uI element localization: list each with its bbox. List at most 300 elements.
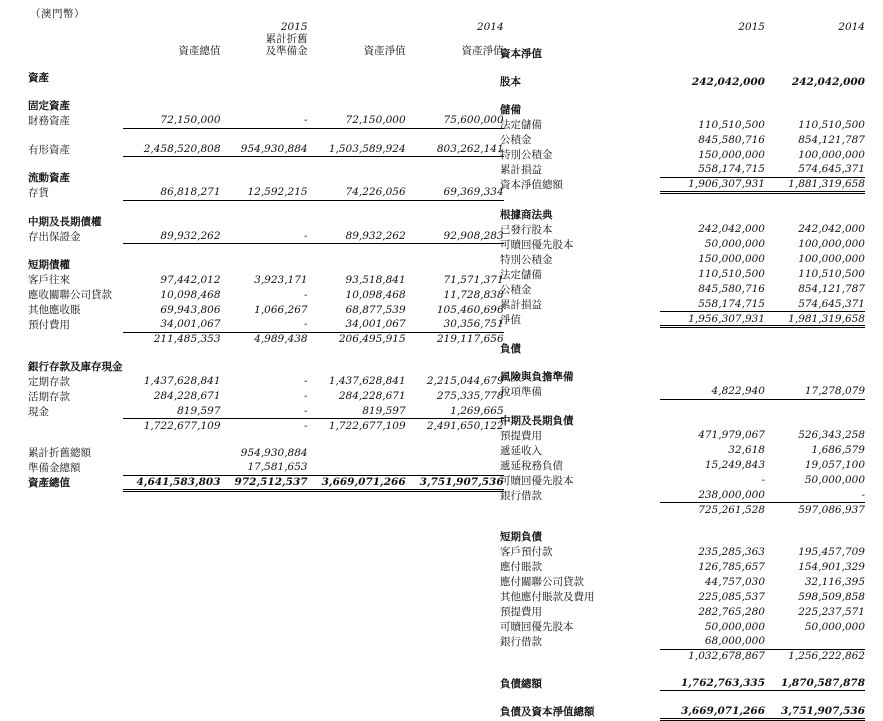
row-value: 225,085,537	[698, 590, 765, 603]
row-value: 574,645,371	[765, 162, 865, 177]
row-value: 50,000,000	[804, 620, 865, 633]
row-label: 負債總額	[500, 677, 542, 690]
row-label: 公積金	[500, 134, 532, 146]
row-value: 2,458,520,808	[123, 142, 221, 157]
row-label: 股本	[500, 76, 521, 88]
row-value: 71,571,371	[443, 273, 504, 286]
row-value: 1,722,677,109	[328, 419, 406, 432]
section-spacer	[28, 57, 504, 70]
row-value: 242,042,000	[791, 75, 865, 88]
row-label: 特別公積金	[500, 149, 553, 161]
section-spacer	[28, 200, 504, 214]
row-label: 應收關聯公司貸款	[28, 289, 112, 302]
table-row	[500, 649, 865, 663]
section-spacer	[500, 192, 865, 207]
row-value: 68,877,539	[345, 303, 406, 316]
spacer-cell	[123, 257, 221, 272]
section-title-row	[500, 46, 865, 61]
row-value: 50,000,000	[804, 474, 865, 486]
spacer-cell	[660, 46, 765, 61]
row-value: 1,881,319,658	[765, 177, 865, 192]
section-title: 中期及長期負債	[500, 414, 574, 427]
row-value: 32,618	[728, 444, 765, 456]
spacer-cell	[308, 20, 406, 33]
row-value: 284,228,671	[338, 390, 406, 403]
row-value: 154,901,329	[798, 560, 865, 573]
row-value	[308, 460, 406, 475]
row-value: 854,121,787	[798, 283, 865, 295]
row-value: 1,870,587,878	[765, 676, 865, 691]
row-label: 應付賬款	[500, 561, 542, 573]
row-label: 特別公積金	[500, 253, 553, 266]
table-row	[500, 222, 865, 237]
row-value: 819,597	[123, 404, 221, 419]
table-row	[500, 162, 865, 177]
table-row	[28, 475, 504, 490]
row-value: 105,460,696	[436, 303, 504, 316]
table-row	[500, 458, 865, 473]
section-spacer	[500, 399, 865, 413]
row-value: 89,932,262	[308, 229, 406, 244]
section-title: 資本淨值	[500, 48, 542, 60]
header-col-accum-depreciation	[221, 33, 308, 57]
row-value: 954,930,884	[240, 446, 308, 459]
table-row	[28, 419, 504, 433]
row-value: 211,485,353	[153, 333, 221, 346]
table-row	[500, 604, 865, 619]
spacer-cell	[500, 20, 660, 33]
row-value: 1,906,307,931	[660, 177, 765, 192]
table-row	[500, 676, 865, 691]
section-title: 固定資產	[28, 100, 70, 113]
section-title: 短期負債	[500, 531, 542, 543]
row-value: -	[765, 488, 865, 503]
row-label: 資產總值	[28, 477, 70, 490]
row-value: 972,512,537	[221, 475, 308, 490]
row-label: 法定儲備	[500, 268, 542, 281]
row-label: 其他應收賬	[28, 304, 81, 317]
row-value: 3,923,171	[254, 273, 308, 286]
row-value: 3,751,907,536	[406, 475, 504, 490]
row-label: 累計損益	[500, 298, 542, 311]
spacer-cell	[308, 70, 406, 85]
row-value: 72,150,000	[123, 113, 221, 128]
row-label	[500, 649, 660, 663]
row-value: 598,509,858	[798, 590, 865, 603]
row-value: 34,001,067	[308, 317, 406, 332]
row-label: 法定儲備	[500, 119, 542, 131]
section-title-row	[500, 102, 865, 117]
row-value: 819,597	[308, 404, 406, 419]
spacer-cell	[123, 98, 221, 113]
table-row	[500, 74, 865, 89]
table-row	[28, 272, 504, 287]
row-label: 累計損益	[500, 164, 542, 176]
row-value: 68,000,000	[660, 634, 765, 649]
row-label: 已發行股本	[500, 223, 553, 236]
spacer-cell	[123, 20, 221, 33]
section-title: 流動資產	[28, 172, 70, 185]
row-value: -	[221, 317, 308, 332]
table-row	[28, 389, 504, 404]
row-value: 10,098,468	[160, 288, 221, 301]
table-row	[28, 332, 504, 346]
table-row	[28, 113, 504, 128]
section-spacer	[500, 327, 865, 342]
spacer-cell	[221, 170, 308, 185]
row-value: -	[221, 404, 308, 419]
row-value: 89,932,262	[123, 229, 221, 244]
row-value: 50,000,000	[704, 238, 765, 250]
row-value: 32,116,395	[804, 575, 865, 588]
section-spacer	[28, 346, 504, 359]
row-label: 存貨	[28, 187, 49, 200]
section-spacer	[500, 33, 865, 46]
assets-table	[28, 20, 504, 492]
row-label: 財務資產	[28, 115, 70, 128]
header-year-2015: 2015	[280, 21, 308, 33]
section-title: 銀行存款及庫存現金	[28, 360, 123, 373]
spacer-cell	[765, 413, 865, 428]
row-value: 1,066,267	[254, 303, 308, 316]
table-row	[500, 147, 865, 162]
row-value: 803,262,141	[406, 142, 504, 157]
table-row	[28, 287, 504, 302]
section-title-row	[500, 341, 865, 356]
row-value: 86,818,271	[123, 185, 221, 200]
row-label: 活期存款	[28, 390, 70, 403]
spacer-cell	[660, 341, 765, 356]
table-row	[500, 312, 865, 327]
section-title-row	[28, 170, 504, 185]
row-value: 126,785,657	[698, 560, 765, 573]
row-value	[406, 445, 504, 460]
liabilities-table-container	[500, 20, 870, 721]
row-value	[123, 445, 221, 460]
section-spacer	[500, 691, 865, 705]
row-value: 242,042,000	[698, 223, 765, 235]
row-value: 195,457,709	[798, 545, 865, 558]
section-title-row	[28, 214, 504, 229]
section-title-row	[500, 529, 865, 544]
header-year-2014: 2014	[476, 21, 504, 33]
spacer-cell	[765, 102, 865, 117]
section-title: 負債	[500, 343, 521, 355]
table-row	[28, 445, 504, 460]
row-value: -	[221, 229, 308, 244]
row-value: 50,000,000	[704, 620, 765, 633]
row-value: 11,728,838	[443, 288, 504, 301]
row-value: 110,510,500	[698, 118, 765, 131]
spacer-cell	[406, 257, 504, 272]
table-row	[28, 229, 504, 244]
row-value: 1,686,579	[811, 444, 865, 456]
row-value: 1,981,319,658	[765, 312, 865, 327]
row-value: -	[221, 113, 308, 128]
row-label: 預付費用	[28, 319, 70, 332]
row-value: 69,369,334	[406, 185, 504, 200]
section-title-row	[500, 369, 865, 384]
row-label: 客戶往來	[28, 274, 70, 287]
row-value: -	[304, 288, 308, 301]
spacer-cell	[221, 70, 308, 85]
header-year-2014-right: 2014	[838, 21, 865, 33]
row-label: 資本淨值總額	[500, 179, 563, 191]
spacer-cell	[406, 98, 504, 113]
spacer-cell	[660, 102, 765, 117]
row-value: -	[304, 390, 308, 403]
row-value: 110,510,500	[798, 268, 865, 280]
table-row	[500, 544, 865, 559]
row-value: 75,600,000	[406, 113, 504, 128]
row-label: 淨值	[500, 313, 521, 326]
row-value: 100,000,000	[798, 253, 865, 265]
row-value: 1,956,307,931	[660, 312, 765, 327]
table-row	[500, 428, 865, 443]
row-value: 1,762,763,335	[660, 676, 765, 691]
spacer-cell	[660, 207, 765, 222]
spacer-cell	[308, 359, 406, 374]
assets-table-body	[28, 20, 504, 490]
currency-note: （澳門幣）	[30, 8, 85, 20]
row-value: 100,000,000	[798, 148, 865, 161]
row-value: 17,581,653	[221, 460, 308, 475]
row-value: 558,174,715	[660, 297, 765, 312]
spacer-cell	[123, 359, 221, 374]
row-value: 845,580,716	[698, 283, 765, 295]
row-value: 1,503,589,924	[308, 142, 406, 157]
table-row	[500, 704, 865, 719]
table-row	[28, 185, 504, 200]
spacer-cell	[406, 170, 504, 185]
row-value: 3,669,071,266	[660, 704, 765, 719]
spacer-cell	[765, 529, 865, 544]
row-label: 負債及資本淨值總額	[500, 706, 595, 718]
header-col-accum-depreciation-line1: 累計折舊	[265, 33, 308, 45]
table-row	[500, 473, 865, 488]
spacer-cell	[660, 529, 765, 544]
row-value: -	[761, 474, 765, 486]
row-value: 284,228,671	[153, 390, 221, 403]
table-row	[28, 302, 504, 317]
table-row	[500, 237, 865, 252]
row-value: 93,518,841	[345, 273, 406, 286]
row-value	[123, 128, 221, 142]
row-label	[28, 332, 123, 346]
row-value: 242,042,000	[798, 223, 865, 235]
row-value: 242,042,000	[691, 75, 765, 88]
row-value: 725,261,528	[698, 503, 765, 516]
table-row	[500, 443, 865, 458]
row-value: 15,249,843	[704, 459, 765, 471]
row-value: 225,237,571	[798, 605, 865, 618]
spacer-cell	[765, 46, 865, 61]
row-value: 3,751,907,536	[765, 704, 865, 719]
liabilities-year-header-row	[500, 20, 865, 33]
spacer-cell	[308, 214, 406, 229]
spacer-cell	[221, 257, 308, 272]
row-value	[123, 460, 221, 475]
spacer-cell	[660, 413, 765, 428]
row-value: 2,491,650,122	[426, 419, 504, 432]
liabilities-table	[500, 20, 865, 721]
row-value: 597,086,937	[798, 503, 865, 516]
table-row	[28, 317, 504, 332]
spacer-cell	[765, 341, 865, 356]
table-row	[28, 142, 504, 157]
row-label	[500, 503, 660, 517]
section-title: 中期及長期債權	[28, 215, 102, 228]
section-title: 根據商法典	[500, 208, 553, 221]
row-value: 526,343,258	[798, 429, 865, 441]
row-label: 可贖回優先股本	[500, 238, 574, 251]
header-col-accum-depreciation-line2: 及準備金	[265, 45, 308, 58]
table-row	[500, 297, 865, 312]
row-value: 235,285,363	[698, 545, 765, 558]
row-value: -	[304, 375, 308, 388]
row-label: 存出保證金	[28, 230, 81, 243]
row-value: 110,510,500	[698, 268, 765, 280]
spacer-cell	[221, 214, 308, 229]
table-row	[500, 282, 865, 297]
row-label: 定期存款	[28, 375, 70, 388]
row-label: 應付關聯公司貸款	[500, 576, 584, 588]
row-label: 遞延收入	[500, 444, 542, 457]
row-value: 100,000,000	[798, 238, 865, 250]
assets-table-container	[28, 20, 504, 492]
row-label	[28, 419, 123, 433]
row-label: 稅項準備	[500, 386, 542, 398]
table-row	[500, 384, 865, 399]
row-value: 574,645,371	[765, 297, 865, 312]
header-col-net-assets-2015: 資產淨值	[363, 45, 406, 58]
row-value: 1,722,677,109	[143, 419, 221, 432]
row-value: 30,356,751	[406, 317, 504, 332]
section-spacer	[28, 244, 504, 258]
row-value: 2,215,044,679	[426, 375, 504, 388]
spacer-cell	[123, 170, 221, 185]
row-value: 206,495,915	[338, 333, 406, 346]
row-value: 12,592,215	[221, 185, 308, 200]
spacer-cell	[308, 98, 406, 113]
section-title: 資產	[28, 72, 49, 85]
row-value: 954,930,884	[221, 142, 308, 157]
row-value: 1,269,665	[406, 404, 504, 419]
spacer-cell	[221, 98, 308, 113]
header-col-net-assets-2014: 資產淨值	[461, 45, 504, 58]
row-value: 1,437,628,841	[328, 375, 406, 388]
row-label	[28, 128, 123, 142]
row-value: 74,226,056	[308, 185, 406, 200]
row-label: 銀行借款	[500, 636, 542, 648]
row-value: 282,765,280	[698, 605, 765, 618]
row-label: 累計折舊總額	[28, 447, 91, 460]
row-value: 72,150,000	[308, 113, 406, 128]
row-value: 845,580,716	[698, 133, 765, 146]
row-value: 150,000,000	[698, 253, 765, 265]
section-title-row	[500, 413, 865, 428]
spacer-cell	[308, 170, 406, 185]
spacer-cell	[660, 369, 765, 384]
table-row	[28, 460, 504, 475]
spacer-cell	[123, 214, 221, 229]
row-label: 可贖回優先股本	[500, 474, 574, 487]
row-label: 公積金	[500, 283, 532, 296]
row-value: 1,032,678,867	[688, 650, 765, 662]
section-spacer	[500, 61, 865, 74]
row-value: 4,822,940	[660, 384, 765, 399]
table-row	[28, 374, 504, 389]
table-row	[500, 252, 865, 267]
row-label: 預提費用	[500, 429, 542, 442]
row-value	[308, 445, 406, 460]
section-spacer	[500, 663, 865, 676]
table-row	[500, 619, 865, 634]
spacer-cell	[308, 257, 406, 272]
spacer-cell	[765, 369, 865, 384]
table-row	[28, 404, 504, 419]
spacer-cell	[765, 207, 865, 222]
row-value: 19,057,100	[804, 459, 865, 471]
section-spacer	[28, 157, 504, 171]
row-value: 4,641,583,803	[123, 475, 221, 490]
row-value: 4,989,438	[254, 333, 308, 346]
row-value: 10,098,468	[345, 288, 406, 301]
table-row	[500, 574, 865, 589]
row-value: 854,121,787	[798, 133, 865, 146]
row-label: 有形資產	[28, 143, 70, 156]
section-spacer	[500, 356, 865, 369]
row-label: 現金	[28, 405, 49, 418]
table-row	[500, 132, 865, 147]
spacer-cell	[28, 33, 123, 57]
row-value	[406, 128, 504, 142]
row-value	[221, 128, 308, 142]
row-value	[308, 128, 406, 142]
row-label: 遞延稅務負債	[500, 459, 563, 472]
row-value: 110,510,500	[798, 118, 865, 131]
row-value: 69,943,806	[160, 303, 221, 316]
row-value	[406, 460, 504, 475]
row-value: 150,000,000	[698, 148, 765, 161]
row-value: 44,757,030	[704, 575, 765, 588]
table-row	[500, 589, 865, 604]
row-value: 471,979,067	[698, 429, 765, 441]
row-value: 3,669,071,266	[308, 475, 406, 490]
table-row	[500, 117, 865, 132]
row-value: -	[304, 419, 308, 432]
row-value: 17,278,079	[765, 384, 865, 399]
table-row	[500, 503, 865, 517]
row-value: 92,908,283	[406, 229, 504, 244]
row-value: 1,437,628,841	[143, 375, 221, 388]
table-row	[500, 267, 865, 282]
row-value: 275,335,778	[436, 390, 504, 403]
liabilities-table-body	[500, 20, 865, 719]
row-label: 準備金總額	[28, 462, 81, 475]
row-value: 34,001,067	[123, 317, 221, 332]
spacer-cell	[123, 70, 221, 85]
row-value: 558,174,715	[660, 162, 765, 177]
assets-column-header-row	[28, 33, 504, 57]
row-value: 1,256,222,862	[788, 650, 865, 662]
assets-year-header-row	[28, 20, 504, 33]
table-row	[500, 488, 865, 503]
section-title: 短期債權	[28, 259, 70, 272]
row-value: 238,000,000	[660, 488, 765, 503]
row-value: 219,117,656	[436, 333, 504, 346]
spacer-cell	[406, 70, 504, 85]
